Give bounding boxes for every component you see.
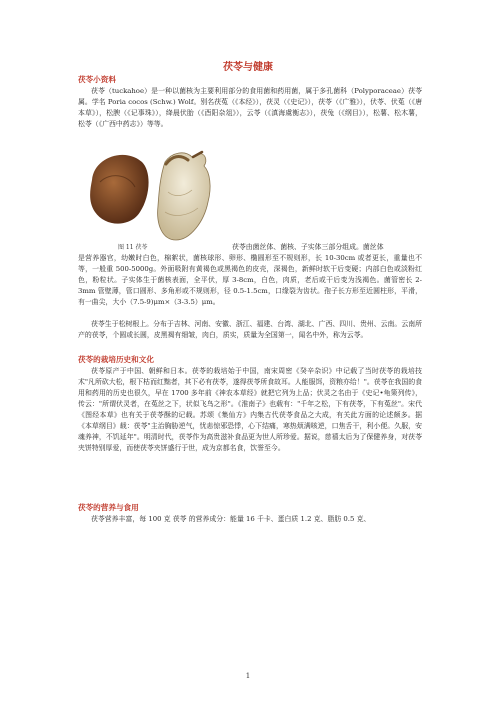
section-heading-history: 茯苓的栽培历史和文化 bbox=[78, 355, 154, 364]
paragraph-nutrition: 茯苓营养丰富，每 100 克 茯苓 的营养成分：能量 16 千卡、蛋白质 1.2 克、脂肪 0.5 克、 bbox=[91, 515, 371, 523]
page-title: 茯苓与健康 bbox=[223, 62, 273, 73]
poria-illustration bbox=[80, 142, 230, 254]
section-heading-nutrition: 茯苓的营养与食用 bbox=[78, 503, 139, 512]
paragraph-structure: 是营养器官，幼嫩时白色，棉絮状，菌核球形、卵形、椭圆形至不规则形，长 10-30cm 或者更长，重量也不等，一般重 500-5000g。外面吸附有黄褐色或黑褐色的皮壳，深褐色，新鲜时软干后变硬；内部白色或淡粉红色，粉粒状。子实体生于菌核表面，全平伏，厚 3-8cm，白色，肉质，老后或干后变为浅褐色。菌管密长 2-3mm 管壁薄，管口圆形、多角形或不规则形，径 0.5-1.5cm，口缘裂为齿状。孢子长方形至近圆柱形，平滑，有一曲尖，大小（7.5-9)μm×（3-3.5）μm。 bbox=[78, 254, 422, 306]
section-heading-intro: 茯苓小资料 bbox=[78, 75, 116, 84]
page-number: 1 bbox=[245, 672, 251, 680]
figure-caption: 图 11 茯苓 bbox=[118, 244, 148, 251]
poria-figure bbox=[80, 142, 230, 254]
figure-side-text: 茯苓由菌丝体、菌核、子实体三部分组成。菌丝体 bbox=[232, 243, 384, 251]
paragraph-intro: 茯苓（tuckahoe）是一种以菌核为主要利用部分的食用菌和药用菌，属于多孔菌科（Polyporaceae）茯苓属。学名 Poria cocos (Schw.) Wolf。别名茯菟（《本经》），茯灵（《史记》），茯苓（《广雅》），伏苓、伏菟（《唐本草》），松腴（《记事珠》），绛晨伏胎（《酉阳杂俎》），云苓（《滇海虞衡志》），茯兔（《纲目》），松薯、松木薯，松苓（《广西中药志》）等等。 bbox=[78, 87, 422, 128]
paragraph-history: 茯苓原产于中国、朝鲜和日本。茯苓的栽培始于中国，南宋周密《癸辛杂识》中记载了当时茯苓的栽培技术"凡所砍大松，根下枯而红黜者，其下必有茯苓，遂得茯苓所食故耳。人能服饵，资粮亦给！"。茯苓在我国的食用和药用的历史也很久，早在 1700 多年前《神农本草经》就把它列为上品；伏灵之名由于《史记•龟策列传》，传云："所谓伏灵者，在菟丝之下，状似飞鸟之形"。《淮南子》也载有："千年之松，下有茯苓，下有菟丝"。宋代《图经本草》也有关于茯苓酥的记载。苏颂《集仙方》内集古代茯苓食品之大成，有关此方面的论述颇多。据《本草纲目》载：茯苓"主治胸胁逆气，忧恚惊邪恐悸，心下结痛，寒热烦满咳逆，口焦舌干，利小便。久服，安魂养神，不饥延年"。明清时代，茯苓作为高贵滋补食品更为世人所珍爱。据说，慈禧太后为了保健养身，对茯苓夹饼特别厚爱，而使茯苓夹饼盛行于世，成为京都名食，饮誉至今。 bbox=[78, 367, 422, 452]
paragraph-distribution: 茯苓生于松树根上。分布于吉林、河南、安徽、浙江、福建、台湾、湖北、广西、四川、贵州、云南。云南所产的茯苓，个圆或长圆，皮黑褐有细皱，肉白，质实，质量为全国第一，闻名中外，称为云苓。 bbox=[78, 320, 422, 339]
